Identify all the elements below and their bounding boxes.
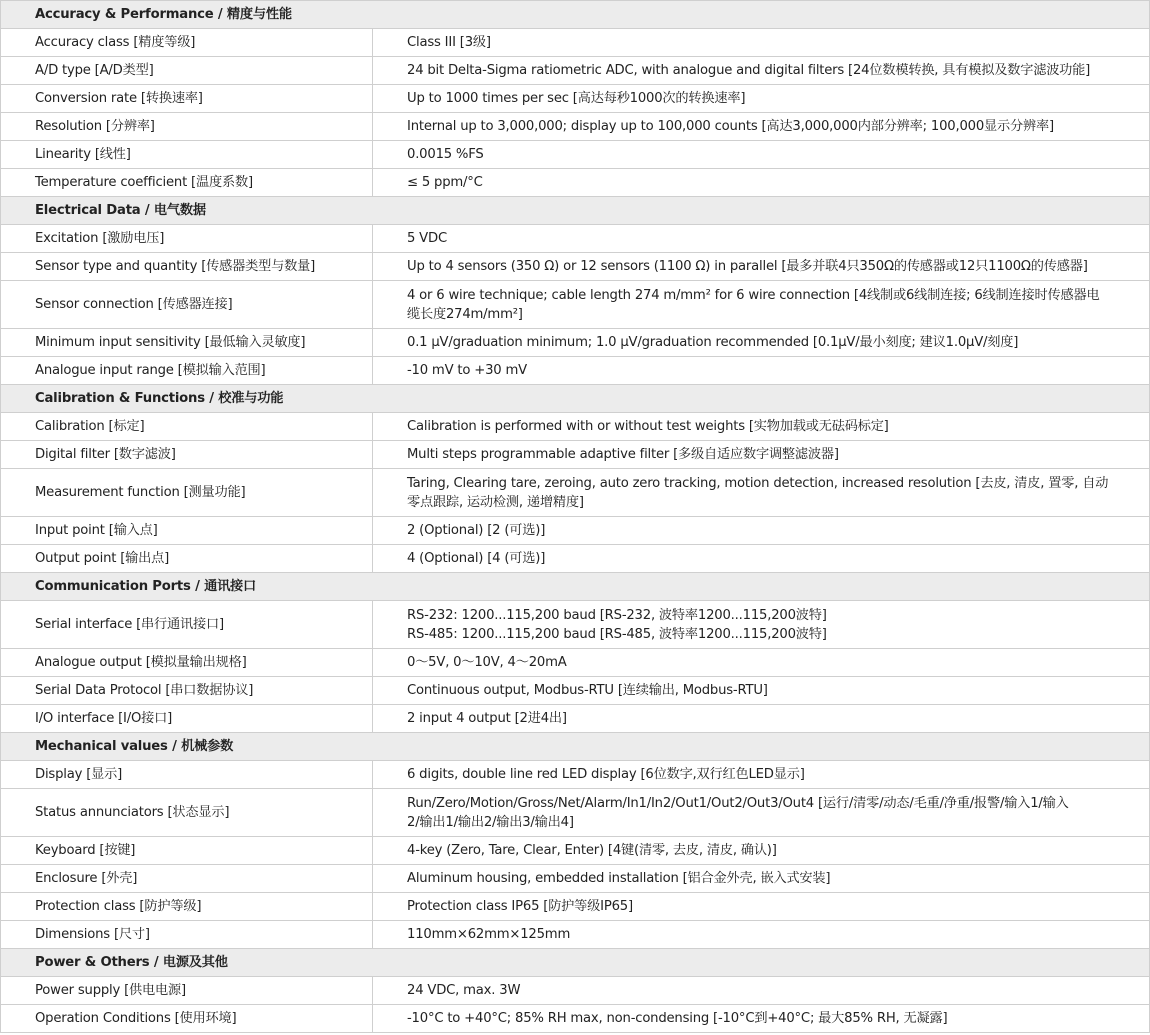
spec-label: Dimensions [尺寸] bbox=[1, 921, 373, 949]
section-title: Accuracy & Performance / 精度与性能 bbox=[1, 1, 1150, 29]
spec-value bbox=[373, 921, 1150, 949]
spec-value bbox=[373, 865, 1150, 893]
spec-value-line: Calibration is performed with or without test weights [实物加载或无砝码标定] bbox=[407, 419, 889, 434]
table-row bbox=[1, 545, 1150, 573]
table-row bbox=[1, 469, 1150, 517]
table-row bbox=[1, 441, 1150, 469]
spec-value bbox=[373, 977, 1150, 1005]
spec-value bbox=[373, 329, 1150, 357]
spec-value bbox=[373, 705, 1150, 733]
spec-label: Measurement function [测量功能] bbox=[1, 469, 373, 517]
table-row bbox=[1, 85, 1150, 113]
table-row bbox=[1, 649, 1150, 677]
spec-value-line: 24 bit Delta-Sigma ratiometric ADC, with analogue and digital filters [24位数模转换, 具有模拟及数字滤波功能] bbox=[407, 63, 1091, 78]
spec-value-line: 4 (Optional) [4 (可选)] bbox=[407, 551, 546, 566]
spec-value bbox=[373, 225, 1150, 253]
spec-label: A/D type [A/D类型] bbox=[1, 57, 373, 85]
spec-label: Input point [输入点] bbox=[1, 517, 373, 545]
section-header-row bbox=[1, 1, 1150, 29]
spec-value bbox=[373, 29, 1150, 57]
spec-value bbox=[373, 413, 1150, 441]
spec-value-line: Taring, Clearing tare, zeroing, auto zero tracking, motion detection, increased resolution [去皮, 清皮, 置零, 自动 bbox=[407, 475, 1109, 491]
spec-value-line: ≤ 5 ppm/°C bbox=[407, 175, 483, 190]
spec-value bbox=[373, 649, 1150, 677]
spec-table-body bbox=[1, 1, 1150, 1033]
spec-value-line: 2 (Optional) [2 (可选)] bbox=[407, 523, 546, 538]
spec-label: Status annunciators [状态显示] bbox=[1, 789, 373, 837]
spec-value-line: 6 digits, double line red LED display [6位数字,双行红色LED显示] bbox=[407, 767, 805, 782]
spec-value bbox=[373, 441, 1150, 469]
spec-label: Power supply [供电电源] bbox=[1, 977, 373, 1005]
section-title: Mechanical values / 机械参数 bbox=[1, 733, 1150, 761]
table-row bbox=[1, 141, 1150, 169]
table-row bbox=[1, 677, 1150, 705]
spec-value-line: 2 input 4 output [2进4出] bbox=[407, 711, 567, 726]
table-row bbox=[1, 761, 1150, 789]
spec-label: I/O interface [I/O接口] bbox=[1, 705, 373, 733]
table-row bbox=[1, 113, 1150, 141]
spec-label: Keyboard [按键] bbox=[1, 837, 373, 865]
section-title: Electrical Data / 电气数据 bbox=[1, 197, 1150, 225]
table-row bbox=[1, 329, 1150, 357]
spec-value bbox=[373, 1005, 1150, 1033]
spec-value-line: Up to 1000 times per sec [高达每秒1000次的转换速率] bbox=[407, 91, 746, 106]
spec-label: Enclosure [外壳] bbox=[1, 865, 373, 893]
spec-value-line: 0.0015 %FS bbox=[407, 147, 484, 162]
table-row bbox=[1, 281, 1150, 329]
spec-value-line: RS-232: 1200...115,200 baud [RS-232, 波特率1200...115,200波特] bbox=[407, 607, 827, 623]
table-row bbox=[1, 893, 1150, 921]
spec-value bbox=[373, 837, 1150, 865]
spec-value-line: Continuous output, Modbus-RTU [连续输出, Modbus-RTU] bbox=[407, 683, 768, 698]
spec-label: Output point [输出点] bbox=[1, 545, 373, 573]
spec-value bbox=[373, 677, 1150, 705]
spec-label: Analogue input range [模拟输入范围] bbox=[1, 357, 373, 385]
section-title: Power & Others / 电源及其他 bbox=[1, 949, 1150, 977]
table-row bbox=[1, 253, 1150, 281]
spec-value bbox=[373, 545, 1150, 573]
spec-value bbox=[373, 789, 1150, 837]
spec-value bbox=[373, 357, 1150, 385]
spec-label: Temperature coefficient [温度系数] bbox=[1, 169, 373, 197]
spec-value-line: 24 VDC, max. 3W bbox=[407, 983, 521, 998]
spec-value-line: RS-485: 1200...115,200 baud [RS-485, 波特率1200...115,200波特] bbox=[407, 626, 827, 642]
table-row bbox=[1, 29, 1150, 57]
spec-value-line: Aluminum housing, embedded installation [铝合金外壳, 嵌入式安装] bbox=[407, 871, 831, 886]
spec-label: Protection class [防护等级] bbox=[1, 893, 373, 921]
spec-label: Calibration [标定] bbox=[1, 413, 373, 441]
spec-value bbox=[373, 761, 1150, 789]
table-row bbox=[1, 977, 1150, 1005]
section-header-row bbox=[1, 733, 1150, 761]
spec-value bbox=[373, 57, 1150, 85]
spec-value bbox=[373, 893, 1150, 921]
section-header-row bbox=[1, 197, 1150, 225]
spec-value-line: 110mm×62mm×125mm bbox=[407, 927, 571, 942]
spec-value-line: Up to 4 sensors (350 Ω) or 12 sensors (1100 Ω) in parallel [最多并联4只350Ω的传感器或12只1100Ω的传感器] bbox=[407, 259, 1088, 274]
spec-label: Minimum input sensitivity [最低输入灵敏度] bbox=[1, 329, 373, 357]
spec-value-line: -10°C to +40°C; 85% RH max, non-condensing [-10°C到+40°C; 最大85% RH, 无凝露] bbox=[407, 1011, 948, 1026]
spec-value bbox=[373, 469, 1150, 517]
table-row bbox=[1, 921, 1150, 949]
spec-value-line: Run/Zero/Motion/Gross/Net/Alarm/In1/In2/Out1/Out2/Out3/Out4 [运行/清零/动态/毛重/净重/报警/输入1/输入 bbox=[407, 795, 1069, 811]
section-title: Calibration & Functions / 校准与功能 bbox=[1, 385, 1150, 413]
table-row bbox=[1, 169, 1150, 197]
spec-value bbox=[373, 169, 1150, 197]
section-header-row bbox=[1, 949, 1150, 977]
table-row bbox=[1, 413, 1150, 441]
table-row bbox=[1, 357, 1150, 385]
spec-value-line: 4-key (Zero, Tare, Clear, Enter) [4键(清零, 去皮, 清皮, 确认)] bbox=[407, 843, 777, 858]
table-row bbox=[1, 789, 1150, 837]
table-row bbox=[1, 1005, 1150, 1033]
section-title: Communication Ports / 通讯接口 bbox=[1, 573, 1150, 601]
spec-value bbox=[373, 281, 1150, 329]
table-row bbox=[1, 837, 1150, 865]
spec-value-line: Internal up to 3,000,000; display up to 100,000 counts [高达3,000,000内部分辨率; 100,000显示分辨率] bbox=[407, 119, 1054, 134]
table-row bbox=[1, 705, 1150, 733]
spec-value-line: Class III [3级] bbox=[407, 35, 491, 50]
spec-value bbox=[373, 141, 1150, 169]
section-header-row bbox=[1, 385, 1150, 413]
spec-label: Resolution [分辨率] bbox=[1, 113, 373, 141]
spec-label: Accuracy class [精度等级] bbox=[1, 29, 373, 57]
spec-label: Excitation [激励电压] bbox=[1, 225, 373, 253]
spec-value bbox=[373, 517, 1150, 545]
spec-value-line: Protection class IP65 [防护等级IP65] bbox=[407, 899, 633, 914]
spec-label: Sensor connection [传感器连接] bbox=[1, 281, 373, 329]
spec-value-line: 4 or 6 wire technique; cable length 274 m/mm² for 6 wire connection [4线制或6线制连接; 6线制连接时传感器电 bbox=[407, 287, 1100, 303]
table-row bbox=[1, 225, 1150, 253]
spec-value bbox=[373, 253, 1150, 281]
spec-label: Display [显示] bbox=[1, 761, 373, 789]
table-row bbox=[1, 517, 1150, 545]
spec-value bbox=[373, 85, 1150, 113]
section-header-row bbox=[1, 573, 1150, 601]
spec-value-line: 0～5V, 0～10V, 4～20mA bbox=[407, 655, 567, 670]
spec-value-line: 缆长度274m/mm²] bbox=[407, 306, 523, 322]
spec-value-line: 0.1 μV/graduation minimum; 1.0 μV/graduation recommended [0.1μV/最小刻度; 建议1.0μV/刻度] bbox=[407, 335, 1019, 350]
spec-label: Sensor type and quantity [传感器类型与数量] bbox=[1, 253, 373, 281]
spec-label: Serial Data Protocol [串口数据协议] bbox=[1, 677, 373, 705]
table-row bbox=[1, 601, 1150, 649]
spec-label: Conversion rate [转换速率] bbox=[1, 85, 373, 113]
spec-value-line: 5 VDC bbox=[407, 231, 447, 246]
spec-value-line: Multi steps programmable adaptive filter [多级自适应数字调整滤波器] bbox=[407, 447, 839, 462]
spec-value-line: 零点跟踪, 运动检测, 递增精度] bbox=[407, 494, 584, 510]
spec-value-line: 2/输出1/输出2/输出3/输出4] bbox=[407, 814, 574, 830]
spec-value bbox=[373, 113, 1150, 141]
table-row bbox=[1, 57, 1150, 85]
spec-label: Operation Conditions [使用环境] bbox=[1, 1005, 373, 1033]
spec-label: Analogue output [模拟量输出规格] bbox=[1, 649, 373, 677]
spec-label: Serial interface [串行通讯接口] bbox=[1, 601, 373, 649]
table-row bbox=[1, 865, 1150, 893]
spec-label: Digital filter [数字滤波] bbox=[1, 441, 373, 469]
spec-value-line: -10 mV to +30 mV bbox=[407, 363, 527, 378]
spec-label: Linearity [线性] bbox=[1, 141, 373, 169]
spec-value bbox=[373, 601, 1150, 649]
